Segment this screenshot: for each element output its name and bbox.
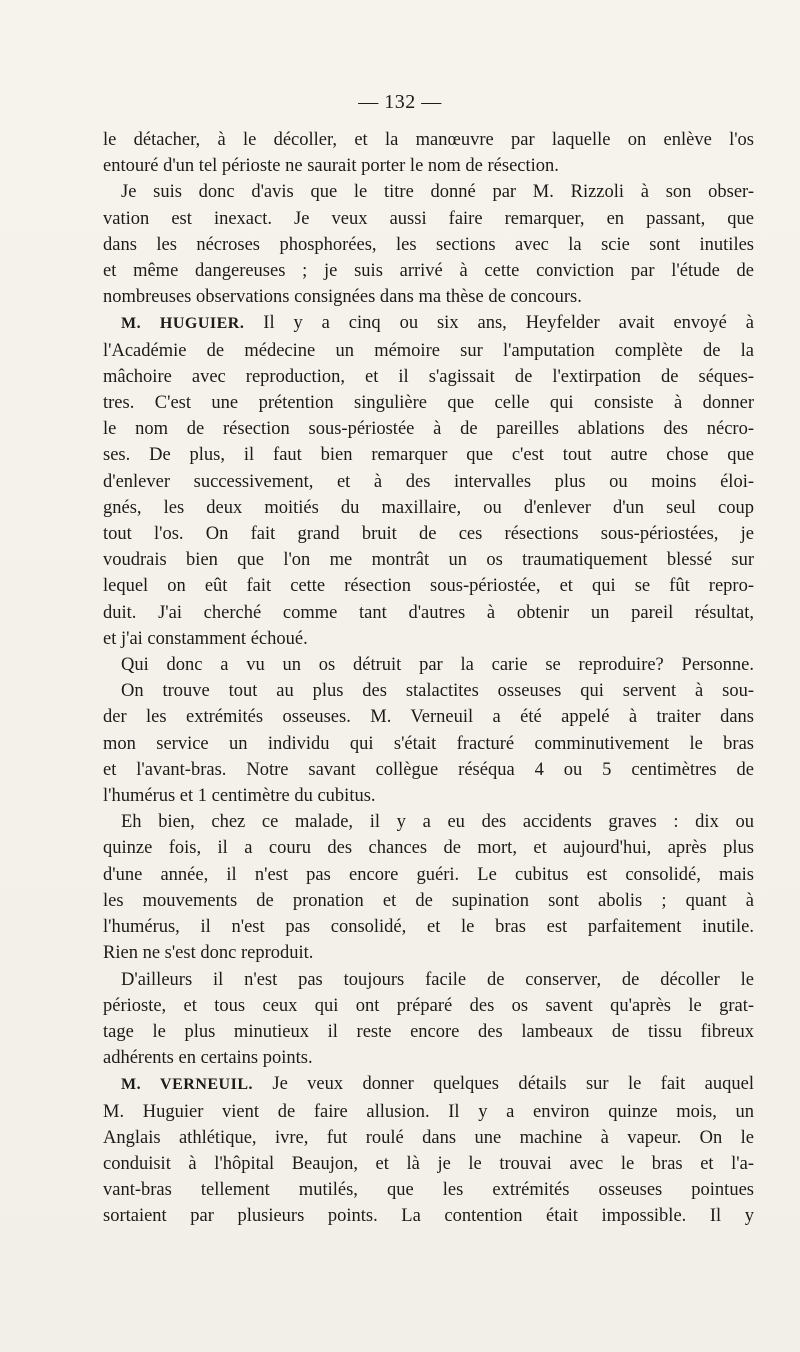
text-line	[103, 153, 754, 179]
body-text	[103, 127, 754, 1230]
text-line	[103, 704, 754, 730]
text-line	[103, 600, 754, 626]
line-text: l'Académie de médecine un mémoire sur l'amputation complète de la	[103, 340, 754, 361]
text-line	[103, 626, 754, 652]
line-text: Anglais athlétique, ivre, fut roulé dans une machine à vapeur. On le	[103, 1127, 754, 1148]
line-text: Je suis donc d'avis que le titre donné par M. Rizzoli à son obser-	[121, 182, 754, 203]
line-text: les mouvements de pronation et de supination sont abolis ; quant à	[103, 890, 754, 911]
line-text: Il y a cinq ou six ans, Heyfelder avait envoyé à	[244, 313, 754, 334]
speaker-name: M. HUGUIER.	[121, 315, 245, 333]
line-text: tage le plus minutieux il reste encore des lambeaux de tissu fibreux	[103, 1021, 754, 1042]
line-text: adhérents en certains points.	[103, 1048, 313, 1069]
line-text: lequel on eût fait cette résection sous-périostée, et qui se fût repro-	[103, 576, 754, 597]
line-text: d'enlever successivement, et à des intervalles plus ou moins éloi-	[103, 471, 754, 492]
text-line	[103, 914, 754, 940]
text-line	[103, 232, 754, 258]
text-line	[103, 652, 754, 678]
line-text: périoste, et tous ceux qui ont préparé des os savent qu'après le grat-	[103, 995, 754, 1016]
text-line	[103, 206, 754, 232]
line-text: l'humérus et 1 centimètre du cubitus.	[103, 786, 376, 807]
text-line	[103, 310, 754, 337]
text-line	[103, 862, 754, 888]
line-text: nombreuses observations consignées dans ma thèse de concours.	[103, 287, 582, 308]
line-text: M. Huguier vient de faire allusion. Il y a environ quinze mois, un	[103, 1101, 754, 1122]
text-line	[103, 1203, 754, 1229]
text-line	[103, 416, 754, 442]
text-line	[103, 521, 754, 547]
line-text: le détacher, à le décoller, et la manœuvre par laquelle on enlève l'os	[103, 130, 754, 150]
line-text: quinze fois, il a couru des chances de mort, et aujourd'hui, après plus	[103, 838, 754, 859]
text-line	[103, 783, 754, 809]
line-text: mâchoire avec reproduction, et il s'agissait de l'extirpation de séques-	[103, 366, 754, 387]
line-text: et même dangereuses ; je suis arrivé à cette conviction par l'étude de	[103, 261, 754, 282]
text-line	[103, 364, 754, 390]
line-text: tout l'os. On fait grand bruit de ces résections sous-périostées, je	[103, 524, 754, 545]
text-line	[103, 967, 754, 993]
page-number: — 132 —	[358, 91, 442, 113]
text-line	[103, 888, 754, 914]
line-text: sortaient par plusieurs points. La contention était impossible. Il y	[103, 1206, 754, 1227]
line-text: vation est inexact. Je veux aussi faire remarquer, en passant, que	[103, 208, 754, 229]
line-text: voudrais bien que l'on me montrât un os traumatiquement blessé sur	[103, 550, 754, 571]
speaker-name: M. VERNEUIL.	[121, 1076, 254, 1094]
text-line	[103, 127, 754, 153]
line-text: der les extrémités osseuses. M. Verneuil a été appelé à traiter dans	[103, 707, 754, 728]
text-line	[103, 390, 754, 416]
text-line	[103, 1019, 754, 1045]
text-line	[103, 1177, 754, 1203]
text-line	[103, 731, 754, 757]
text-line	[103, 573, 754, 599]
line-text: vant-bras tellement mutilés, que les extrémités osseuses pointues	[103, 1180, 754, 1201]
text-line	[103, 1151, 754, 1177]
text-line	[103, 1071, 754, 1098]
text-line	[103, 442, 754, 468]
line-text: Rien ne s'est donc reproduit.	[103, 943, 314, 964]
line-text: Eh bien, chez ce malade, il y a eu des accidents graves : dix ou	[121, 812, 754, 833]
text-line	[103, 284, 754, 310]
line-text: Qui donc a vu un os détruit par la carie se reproduire? Personne.	[121, 655, 754, 676]
text-line	[103, 258, 754, 284]
text-line	[103, 1099, 754, 1125]
text-line	[103, 1045, 754, 1071]
line-text: tres. C'est une prétention singulière que celle qui consiste à donner	[103, 393, 754, 414]
text-line	[103, 338, 754, 364]
text-line	[103, 757, 754, 783]
line-text: Je veux donner quelques détails sur le fait auquel	[253, 1074, 754, 1095]
line-text: On trouve tout au plus des stalactites osseuses qui servent à sou-	[121, 681, 754, 702]
text-line	[103, 809, 754, 835]
line-text: l'humérus, il n'est pas consolidé, et le bras est parfaitement inutile.	[103, 917, 754, 938]
line-text: D'ailleurs il n'est pas toujours facile de conserver, de décoller le	[121, 969, 754, 990]
line-text: dans les nécroses phosphorées, les sections avec la scie sont inutiles	[103, 234, 754, 255]
text-line	[103, 678, 754, 704]
line-text: le nom de résection sous-périostée à de pareilles ablations des nécro-	[103, 419, 754, 440]
text-line	[103, 469, 754, 495]
text-line	[103, 993, 754, 1019]
text-line	[103, 835, 754, 861]
text-line	[103, 179, 754, 205]
text-line	[103, 1125, 754, 1151]
text-line	[103, 495, 754, 521]
text-line	[103, 940, 754, 966]
line-text: et l'avant-bras. Notre savant collègue réséqua 4 ou 5 centimètres de	[103, 759, 754, 780]
line-text: entouré d'un tel périoste ne saurait porter le nom de résection.	[103, 156, 559, 177]
line-text: et j'ai constamment échoué.	[103, 628, 308, 649]
text-line	[103, 547, 754, 573]
line-text: conduisit à l'hôpital Beaujon, et là je le trouvai avec le bras et l'a-	[103, 1153, 754, 1174]
line-text: duit. J'ai cherché comme tant d'autres à obtenir un pareil résultat,	[103, 602, 754, 623]
line-text: mon service un individu qui s'était fracturé comminutivement le bras	[103, 733, 754, 754]
line-text: ses. De plus, il faut bien remarquer que c'est tout autre chose que	[103, 445, 754, 466]
line-text: d'une année, il n'est pas encore guéri. Le cubitus est consolidé, mais	[103, 864, 754, 885]
line-text: gnés, les deux moitiés du maxillaire, ou d'enlever d'un seul coup	[103, 497, 754, 518]
